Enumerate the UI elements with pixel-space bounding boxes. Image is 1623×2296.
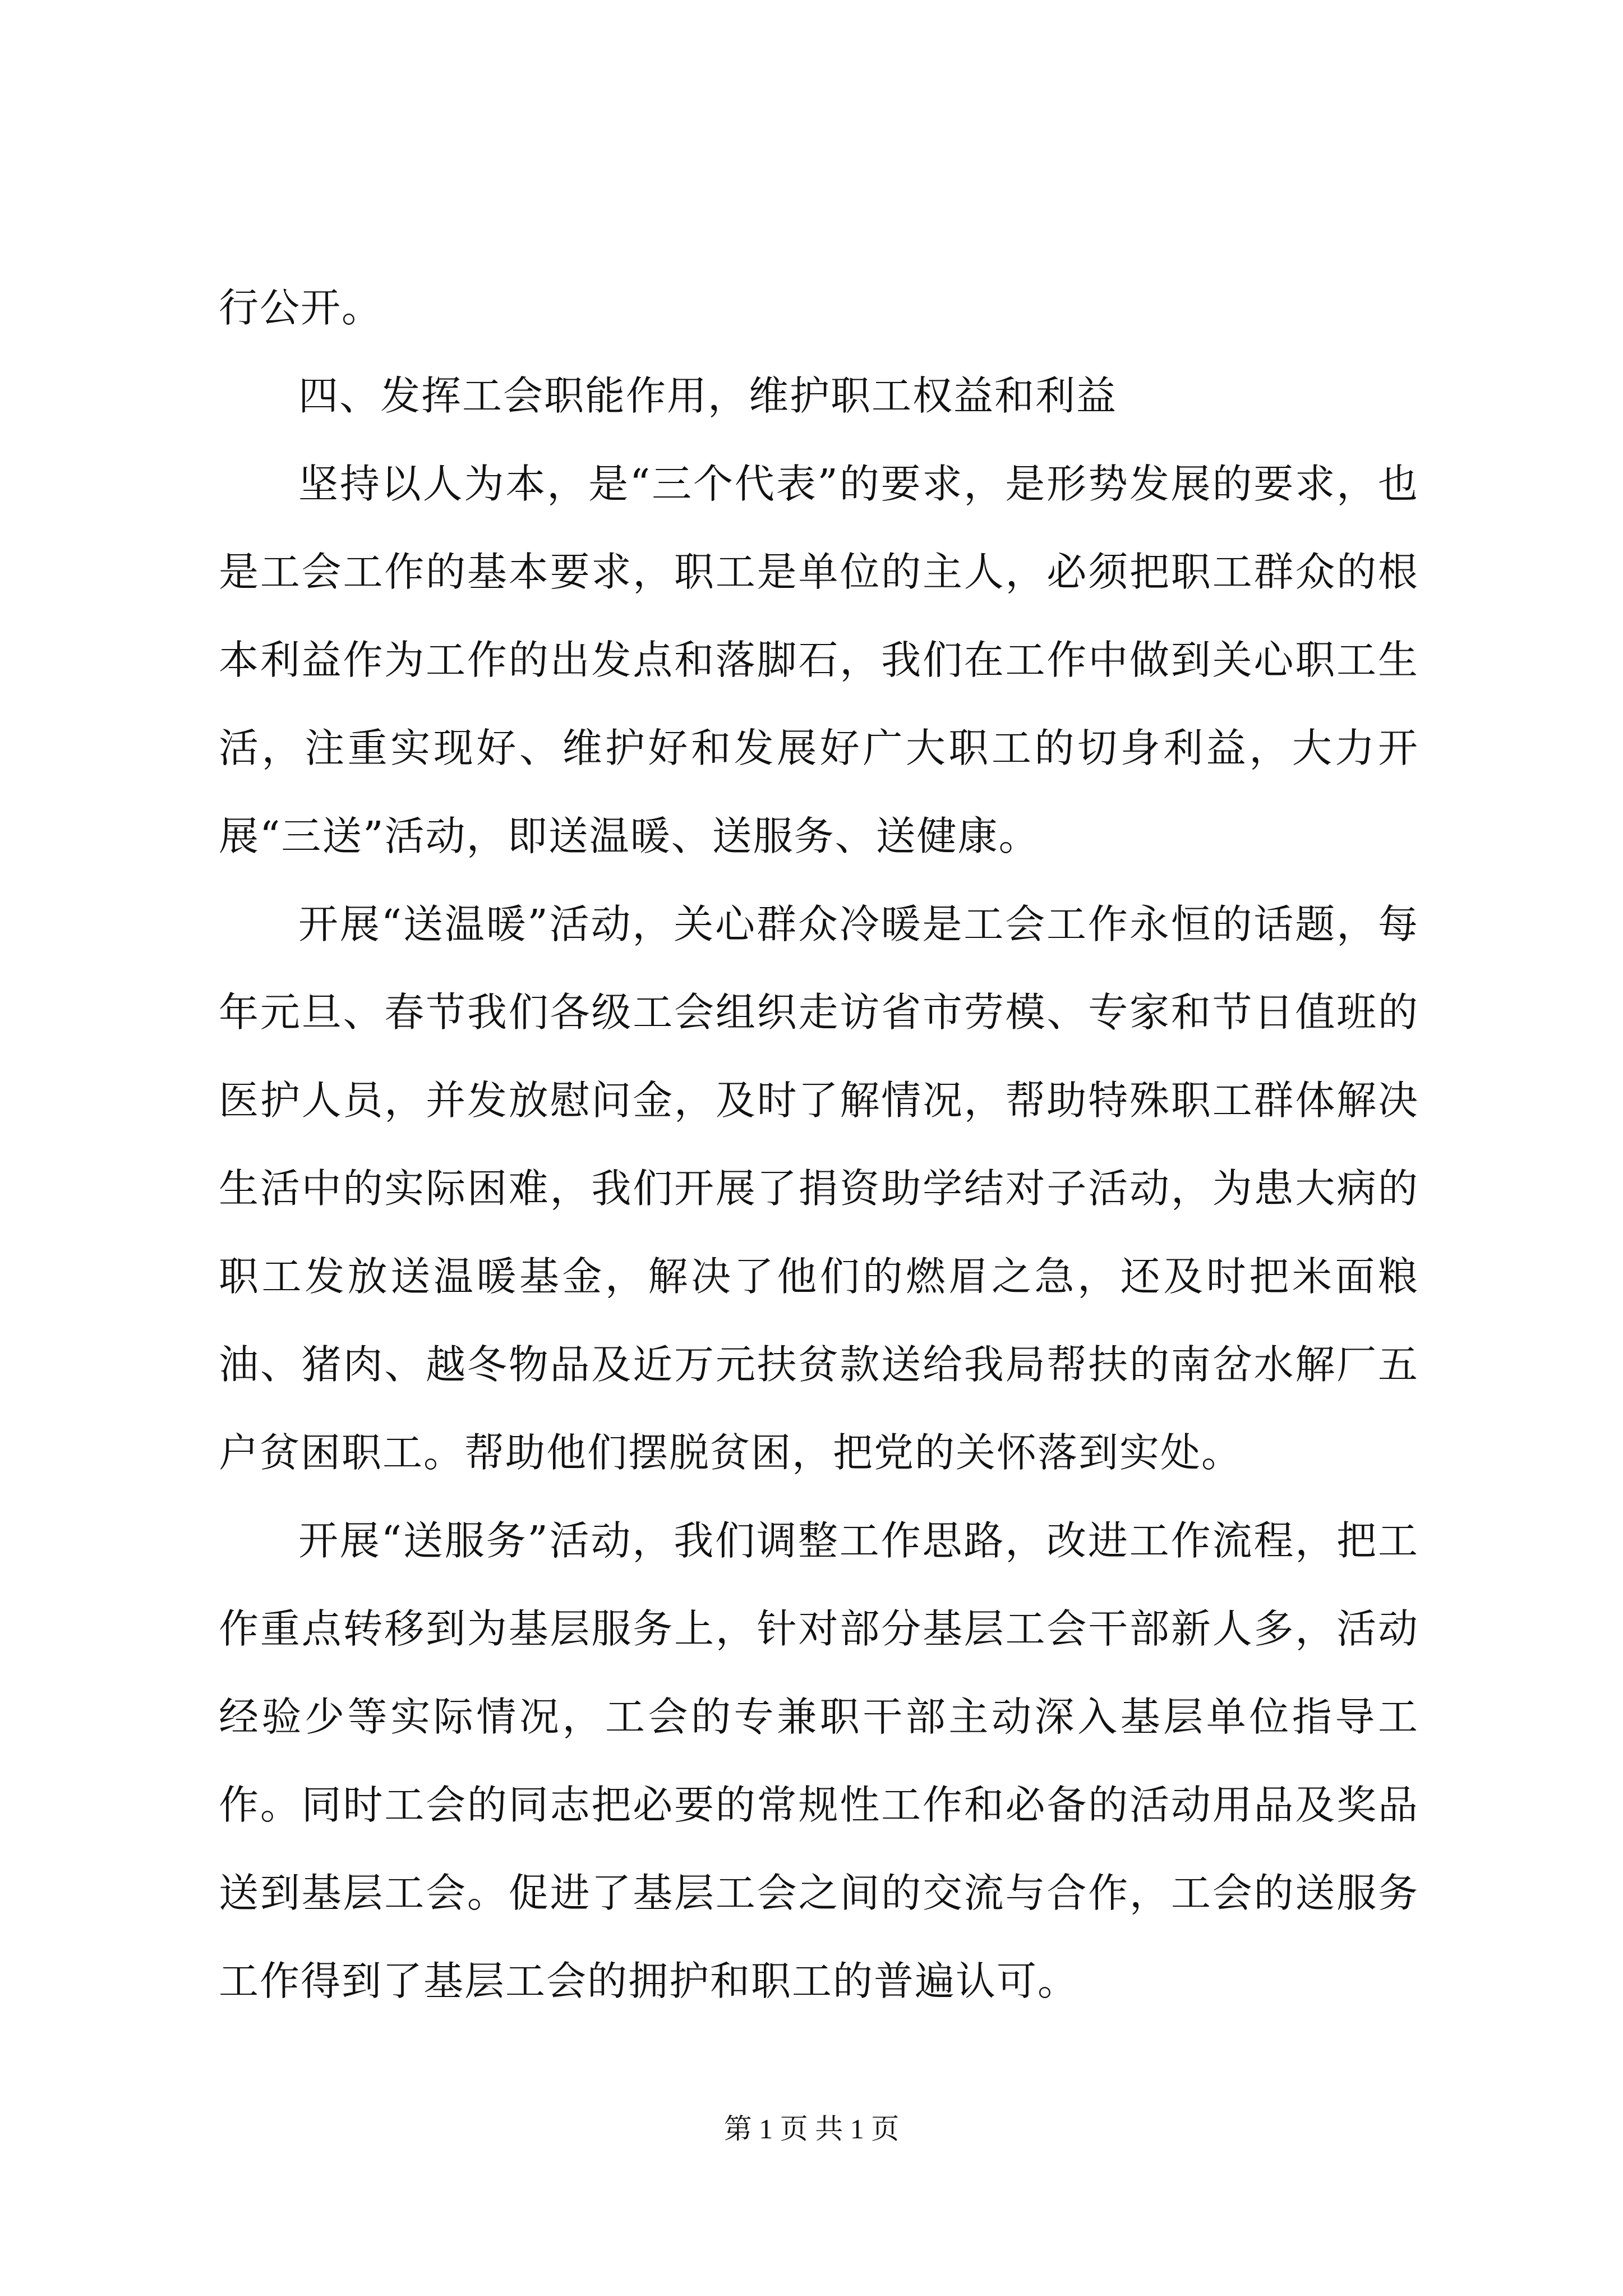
paragraph-people-oriented: 坚持以人为本，是“三个代表”的要求，是形势发展的要求，也是工会工作的基本要求，职工是单位的主人，必须把职工群众的根本利益作为工作的出发点和落脚石，我们在工作中做到关心职工生活，注重实现好、维护好和发展好广大职工的切身利益，大力开展“三送”活动，即送温暖、送服务、送健康。 — [219, 461, 1419, 859]
section-heading: 四、发挥工会职能作用，维护职工权益和利益 — [298, 372, 1118, 419]
document-body — [219, 264, 1419, 2025]
paragraph-send-warmth: 开展“送温暖”活动，关心群众冷暖是工会工作永恒的话题，每年元旦、春节我们各级工会组织走访省市劳模、专家和节日值班的医护人员，并发放慰问金，及时了解情况，帮助特殊职工群体解决生活中的实际困难，我们开展了捐资助学结对子活动，为患大病的职工发放送温暖基金，解决了他们的燃眉之急，还及时把米面粮油、猪肉、越冬物品及近万元扶贫款送给我局帮扶的南岔水解厂五户贫困职工。帮助他们摆脱贫困，把党的关怀落到实处。 — [219, 901, 1419, 1476]
paragraph-send-service: 开展“送服务”活动，我们调整工作思路，改进工作流程，把工作重点转移到为基层服务上，针对部分基层工会干部新人多，活动经验少等实际情况，工会的专兼职干部主动深入基层单位指导工作。同时工会的同志把必要的常规性工作和必备的活动用品及奖品送到基层工会。促进了基层工会之间的交流与合作，工会的送服务工作得到了基层工会的拥护和职工的普遍认可。 — [219, 1517, 1419, 2004]
paragraph-continuation: 行公开。 — [219, 284, 383, 331]
page-footer: 第 1 页 共 1 页 — [723, 2113, 900, 2145]
